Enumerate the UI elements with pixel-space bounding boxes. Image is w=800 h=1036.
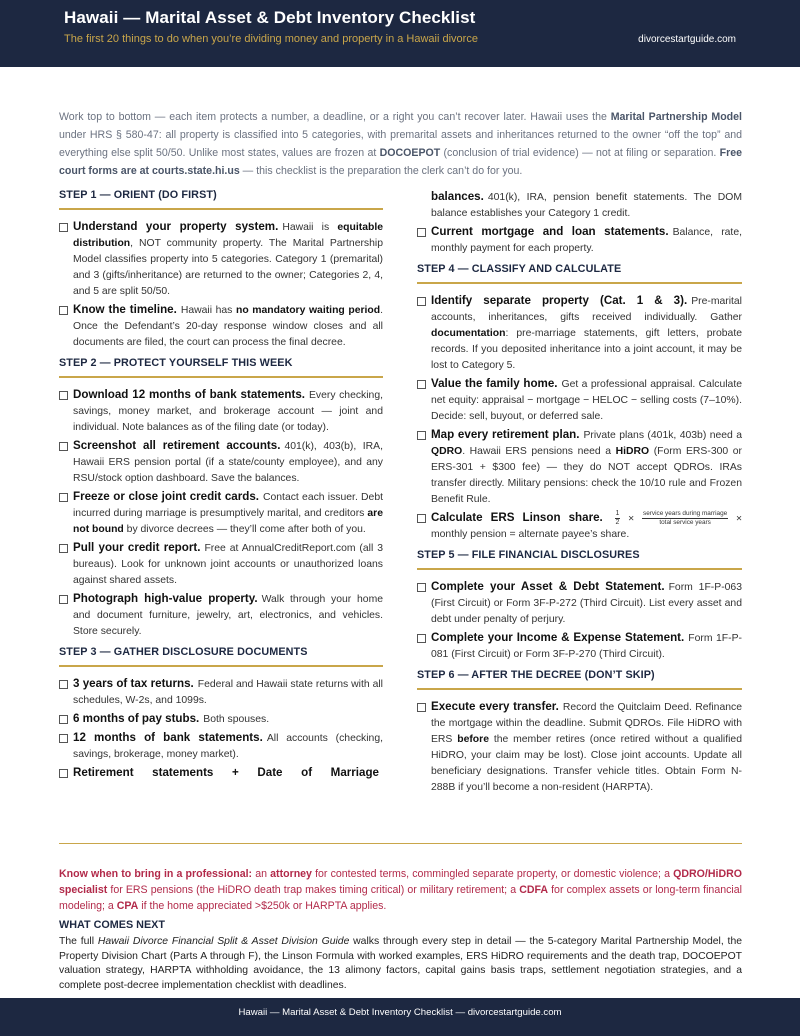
footer-banner — [0, 998, 800, 1036]
step-1-title: STEP 1 — ORIENT (DO FIRST) — [59, 189, 383, 210]
item-lead: Photograph high-value property. — [73, 592, 258, 605]
professional-emphasis: CDFA — [519, 884, 549, 896]
step-3-continued — [417, 189, 742, 257]
checkbox[interactable] — [59, 680, 68, 689]
item-lead: Know the timeline. — [73, 303, 177, 316]
fraction-half — [615, 510, 621, 527]
item-text: Walk through your home and document furniture, jewelry, art, electronics, and vehicles. Store securely. — [73, 594, 384, 637]
item-lead: Screenshot all retirement accounts. — [73, 439, 281, 452]
checklist-item — [59, 387, 383, 436]
intro-paragraph — [59, 108, 742, 180]
item-emphasis: equitable distribution — [73, 222, 383, 249]
checklist-item — [59, 730, 383, 763]
item-text: Contact each issuer. Debt incurred during marriage is presumptively marital, and creditors — [73, 492, 384, 519]
right-column — [417, 189, 742, 802]
professional-advice — [59, 866, 742, 914]
checklist-item — [417, 293, 742, 374]
step-3-section — [59, 646, 383, 782]
item-lead: 3 years of tax returns. — [73, 677, 194, 690]
step-4-title: STEP 4 — CLASSIFY AND CALCULATE — [417, 263, 742, 284]
item-text: Form 1F-P-081 (First Circuit) or Form 3F-P-270 (Third Circuit). — [431, 633, 742, 661]
checkbox[interactable] — [417, 514, 426, 523]
step-5-title: STEP 5 — FILE FINANCIAL DISCLOSURES — [417, 549, 742, 570]
next-text: The full — [59, 936, 98, 947]
item-lead: Understand your property system. — [73, 220, 279, 233]
checklist-item — [59, 711, 383, 728]
page-title: Hawaii — Marital Asset & Debt Inventory Checklist — [64, 8, 476, 27]
checklist-item — [417, 376, 742, 425]
item-lead: Download 12 months of bank statements. — [73, 388, 305, 401]
checklist-item — [59, 219, 383, 300]
item-lead: Map every retirement plan. — [431, 428, 580, 441]
next-text: walks through every step in detail — the 5-category Marital Partnership Model, the Property Division Chart (Parts A through F), the Linson Formula with worked examples, ERS HiDRO requirements and the death trap, DOCOEPOT valuation strategy, HARPTA withholding avoidance, the 13 alimony factors, capital gains basis traps, settlement negotiation strategies, and a complete post-decree implementation checklist with deadlines. — [59, 936, 742, 991]
checkbox[interactable] — [417, 297, 426, 306]
checkbox[interactable] — [59, 493, 68, 502]
checkbox[interactable] — [417, 634, 426, 643]
item-text: Free at AnnualCreditReport.com (all 3 bureaus). Look for unknown joint accounts or unauthorized loans against shared assets. — [73, 543, 383, 586]
professional-emphasis: CPA — [116, 900, 139, 912]
item-text: Get a professional appraisal. Calculate net equity: appraisal − mortgage − HELOC − selling costs (7–10%). Decide: sell, buyout, or deferred sale. — [431, 379, 742, 422]
checkbox[interactable] — [417, 703, 426, 712]
step-2-section — [59, 357, 383, 640]
step-1-section — [59, 189, 383, 351]
intro-docoepot: DOCOEPOT — [379, 147, 441, 159]
item-emphasis: are not bound — [73, 508, 383, 535]
item-lead: Pull your credit report. — [73, 541, 201, 554]
item-text: . Hawaii ERS pensions need a — [462, 446, 616, 457]
item-text: Balance, rate, monthly payment for each property. — [431, 227, 742, 254]
item-text: Private plans (401k, 403b) need a — [583, 430, 742, 441]
guide-title: Hawaii Divorce Financial Split & Asset Division Guide — [97, 936, 350, 947]
fraction-denominator: 2 — [615, 519, 620, 526]
checklist-item — [59, 438, 383, 487]
what-comes-next-body — [59, 935, 742, 993]
footer-text: Hawaii — Marital Asset & Debt Inventory Checklist — divorcestartguide.com — [238, 1007, 562, 1018]
step-6-title: STEP 6 — AFTER THE DECREE (DON’T SKIP) — [417, 669, 742, 690]
item-text: Every checking, savings, money market, and brokerage account — joint and individual. Note balances as of the filing date (or today). — [73, 390, 383, 433]
intro-text: Work top to bottom — each item protects a number, a deadline, or a right you can’t recover later. Hawaii uses the — [59, 111, 611, 123]
item-emphasis: no mandatory waiting period — [235, 305, 381, 316]
checkbox[interactable] — [59, 769, 68, 778]
checklist-item — [59, 765, 383, 782]
item-lead: Complete your Asset & Debt Statement. — [431, 580, 665, 594]
item-emphasis: before — [457, 734, 489, 746]
item-text: All accounts (checking, savings, brokerage, money market). — [73, 733, 383, 760]
checkbox[interactable] — [59, 442, 68, 451]
checklist-item — [59, 489, 383, 538]
professional-text: an — [252, 868, 271, 880]
checklist-item — [417, 224, 742, 257]
checkbox[interactable] — [59, 595, 68, 604]
checkbox[interactable] — [59, 715, 68, 724]
intro-text: (conclusion of trial evidence) — not at filing or separation. — [440, 147, 717, 159]
item-lead: Value the family home. — [431, 377, 558, 390]
professional-text: for ERS pensions (the HiDRO death trap makes timing critical) or military retirement; a — [107, 884, 520, 896]
checkbox[interactable] — [417, 583, 426, 592]
item-text: 401(k), 403(b), IRA, Hawaii ERS pension portal (if a state/county employee), and any RSU/stock option dashboard. Save the balances. — [73, 441, 383, 484]
item-text: Record the Quitclaim Deed. Refinance the mortgage within the deadline. Submit QDROs. File HiDRO with ERS — [431, 702, 742, 746]
fraction-denominator: total service years — [659, 519, 711, 526]
item-text: : pre-marriage statements, gift letters, probate records. If you deposited inheritance into a joint account, it may be lost to Category 5. — [431, 328, 742, 371]
item-emphasis: documentation — [431, 328, 506, 339]
checklist-item — [417, 630, 742, 663]
professional-lead: Know when to bring in a professional: — [59, 868, 253, 880]
checkbox[interactable] — [417, 380, 426, 389]
checklist-item — [417, 427, 742, 508]
item-lead: Complete your Income & Expense Statement. — [431, 631, 685, 645]
checklist-item — [59, 591, 383, 640]
section-divider — [59, 843, 742, 844]
item-text: Hawaii has — [180, 305, 236, 316]
item-text: by divorce decrees — they’ll come after both of you. — [123, 524, 366, 535]
professional-text: for complex assets or long-term financial modeling; a — [59, 884, 742, 912]
header-banner — [0, 0, 800, 67]
checklist-item — [59, 540, 383, 589]
site-link[interactable]: divorcestartguide.com — [638, 34, 736, 45]
left-column — [59, 189, 383, 788]
item-lead: Freeze or close joint credit cards. — [73, 490, 259, 503]
checkbox[interactable] — [59, 391, 68, 400]
checkbox[interactable] — [59, 734, 68, 743]
intro-model: Marital Partnership Model — [610, 111, 742, 123]
times-symbol: × — [735, 513, 743, 525]
professional-emphasis: attorney — [270, 868, 312, 880]
item-lead: Calculate ERS Linson share. — [431, 511, 603, 525]
fraction-numerator: service years during marriage — [643, 510, 728, 517]
item-text: Federal and Hawaii state returns with all schedules, W-2s, and 1099s. — [73, 679, 383, 706]
page-subtitle: The first 20 things to do when you’re dividing money and property in a Hawaii divorce — [64, 33, 478, 45]
item-lead: Current mortgage and loan statements. — [431, 225, 669, 238]
item-emphasis: HiDRO — [615, 446, 650, 457]
item-text: (Form ERS-300 or ERS-301 + $300 fee) — they do NOT accept QDROs. IRAs transfer directly. Military pensions: check the 10/10 rule and Frozen Benefit Rule. — [431, 446, 742, 505]
item-lead: Identify separate property (Cat. 1 & 3). — [431, 294, 688, 307]
item-text: Both spouses. — [203, 714, 270, 725]
item-text: 401(k), IRA, pension benefit statements. The DOM balance establishes your Category 1 credit. — [431, 192, 742, 219]
item-lead: 12 months of bank statements. — [73, 731, 263, 744]
step-4-section — [417, 263, 742, 543]
intro-text: under HRS § 580-47: all property is classified into 5 categories, with premarital assets and inheritances returned to the owner “off the top” and everything else split 50/50. Unlike most states, values are frozen at — [59, 129, 742, 159]
item-text: . Once the Defendant’s 20-day response window closes and all documents are filed, the court can process the final decree. — [73, 305, 383, 348]
professional-emphasis: QDRO/HiDRO specialist — [59, 868, 742, 896]
checklist-item-continued — [417, 189, 742, 222]
checkbox[interactable] — [59, 544, 68, 553]
item-text: Form 1F-P-063 (First Circuit) or Form 3F-P-272 (Third Circuit). List every asset and debt under penalty of perjury. — [431, 582, 742, 626]
what-comes-next-heading: WHAT COMES NEXT — [59, 919, 165, 931]
checklist-item — [59, 676, 383, 709]
item-lead: balances. — [431, 190, 484, 203]
checkbox[interactable] — [417, 228, 426, 237]
step-6-section — [417, 669, 742, 796]
checkbox[interactable] — [417, 431, 426, 440]
checklist-item — [59, 302, 383, 351]
step-5-section — [417, 549, 742, 663]
item-text: , NOT community property. The Marital Partnership Model classifies property into 5 categories. Category 1 (premarital) and 3 (gifts/inheritance) are returned to the owner; Categories 2, 4, and 5 are split 50/50. — [73, 238, 383, 297]
item-emphasis: QDRO — [431, 446, 463, 457]
times-symbol: × — [628, 513, 635, 525]
professional-text: if the home appreciated >$250k or HARPTA applies. — [138, 900, 387, 912]
checklist-item — [417, 510, 742, 543]
step-2-title: STEP 2 — PROTECT YOURSELF THIS WEEK — [59, 357, 383, 378]
item-text: monthly pension = alternate payee’s share. — [431, 529, 630, 541]
item-lead: 6 months of pay stubs. — [73, 712, 200, 725]
checkbox[interactable] — [59, 223, 68, 232]
item-text: the member retires (once retired without a qualified HiDRO, your claim may be lost). Close joint accounts. Update all beneficiary designations. Transfer vehicle titles. Obtain Form N-288B if you’ll become a non-resident (HARPTA). — [431, 734, 742, 794]
checklist-item — [417, 579, 742, 628]
checklist-item — [417, 699, 742, 796]
fraction-numerator: 1 — [615, 510, 620, 517]
intro-text: — this checklist is the preparation the clerk can’t do for you. — [239, 165, 523, 177]
court-forms-link[interactable]: Free court forms are at courts.state.hi.us — [59, 147, 742, 177]
fraction-service-years — [642, 510, 728, 527]
item-text: Hawaii is — [282, 222, 338, 233]
checkbox[interactable] — [59, 306, 68, 315]
professional-text: for contested terms, commingled separate property, or domestic violence; a — [311, 868, 674, 880]
item-lead: Retirement statements + Date of Marriage — [73, 766, 379, 779]
step-3-title: STEP 3 — GATHER DISCLOSURE DOCUMENTS — [59, 646, 383, 667]
item-text: Pre-marital accounts, inheritances, gifts received individually. Gather — [431, 296, 742, 323]
item-lead: Execute every transfer. — [431, 700, 559, 714]
